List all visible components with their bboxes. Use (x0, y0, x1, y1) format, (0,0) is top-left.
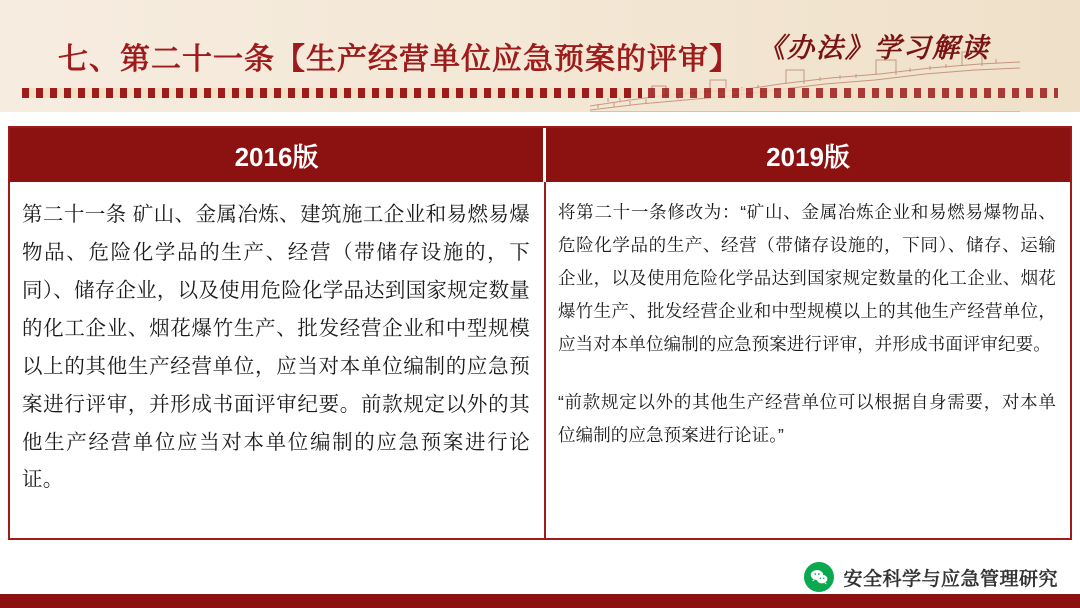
cell-2016-text (10, 182, 546, 538)
table-header-row (10, 128, 1070, 182)
slide-footer (0, 548, 1080, 608)
slide-header (0, 0, 1080, 112)
cell-2019-text (546, 182, 1070, 538)
title-underline-right (648, 88, 1058, 98)
column-header-2019: 2019版 (546, 128, 1070, 182)
wechat-icon (804, 562, 834, 592)
table-body-row (10, 182, 1070, 538)
wechat-account (804, 562, 1058, 592)
title-underline-left (22, 88, 642, 98)
page-title: 七、第二十一条【生产经营单位应急预案的评审】 (58, 43, 740, 76)
paragraph: “前款规定以外的其他生产经营单位可以根据自身需要，对本单位编制的应急预案进行论证。” (558, 392, 1056, 446)
comparison-table (8, 126, 1072, 540)
column-header-2016: 2016版 (10, 128, 546, 182)
footer-bar (0, 594, 1080, 608)
paragraph: 第二十一条 矿山、金属冶炼、建筑施工企业和易燃易爆物品、危险化学品的生产、经营（带储存设施的，下同）、储存企业，以及使用危险化学品达到国家规定数量的化工企业、烟花爆竹生产、批发经营企业和中型规模以上的其他生产经营单位，应当对本单位编制的应急预案进行评审，并形成书面评审纪要。前款规定以外的其他生产经营单位应当对本单位编制的应急预案进行论证。 (22, 203, 530, 492)
paragraph: 将第二十一条修改为：“矿山、金属冶炼企业和易燃易爆物品、危险化学品的生产、经营（带储存设施的，下同）、储存、运输企业，以及使用危险化学品达到国家规定数量的化工企业、烟花爆竹生产、批发经营企业和中型规模以上的其他生产经营单位，应当对本单位编制的应急预案进行评审，并形成书面评审纪要。 (558, 202, 1056, 354)
wechat-label: 安全科学与应急管理研究 (843, 568, 1058, 590)
brand-subtitle: 《办法》学习解读 (758, 33, 990, 64)
